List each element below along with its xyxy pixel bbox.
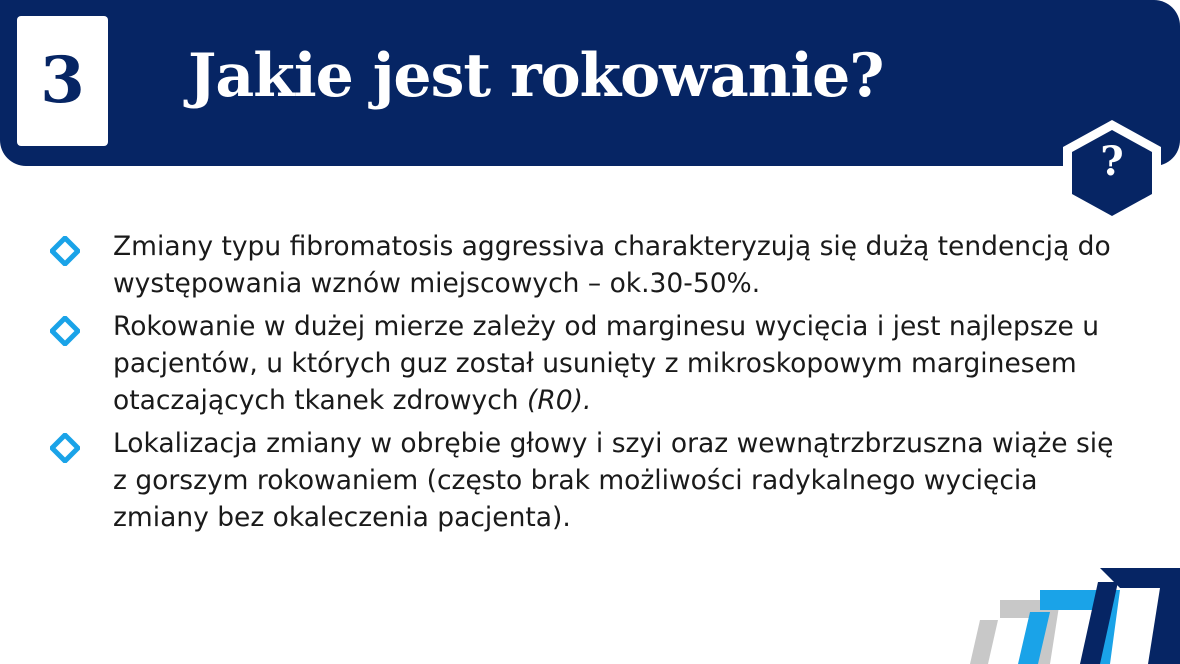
bullet-item	[50, 308, 1120, 419]
diamond-bullet-icon	[50, 316, 80, 346]
bullet-item	[50, 228, 1120, 302]
bullet-text: Lokalizacja zmiany w obrębie głowy i szyi oraz wewnątrzbrzuszna wiąże się z gorszym rokowaniem (często brak możliwości radykalnego wycięcia zmiany bez okaleczenia pacjenta).	[113, 428, 1114, 533]
bullet-text-main: Rokowanie w dużej mierze zależy od marginesu wycięcia i jest najlepsze u pacjentów, u których guz został usunięty z mikroskopowym marginesem otaczających tkanek zdrowych	[113, 311, 1100, 416]
diamond-bullet-icon	[50, 236, 80, 266]
corner-brackets-decoration	[960, 560, 1180, 664]
bullet-item	[50, 425, 1120, 536]
bullet-list	[50, 228, 1120, 542]
slide-number-box	[17, 16, 108, 146]
bullet-text: Zmiany typu fibromatosis aggressiva charakteryzują się dużą tendencją do występowania wznów miejscowych – ok.30-50%.	[113, 231, 1111, 299]
slide-title: Jakie jest rokowanie?	[188, 41, 884, 111]
bullet-text-italic: (R0).	[527, 385, 592, 416]
bullet-text	[113, 308, 1120, 419]
diamond-bullet-icon	[50, 433, 80, 463]
question-mark: ?	[1100, 138, 1124, 185]
slide-number: 3	[40, 43, 85, 118]
